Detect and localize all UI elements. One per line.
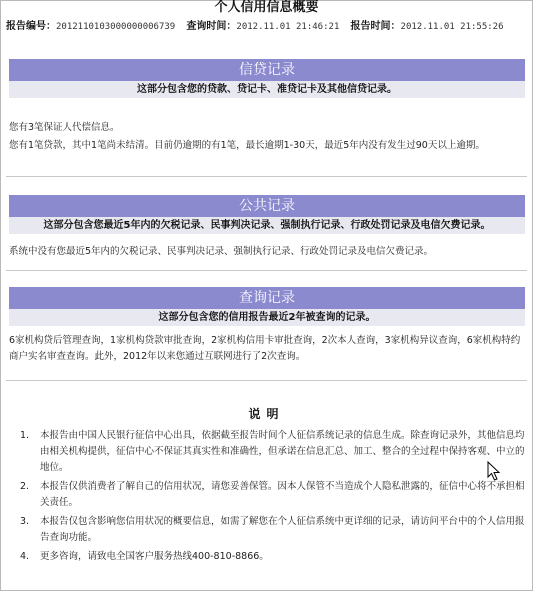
- notes-list: [20, 428, 530, 568]
- divider: [6, 380, 527, 381]
- note-number: 4.: [20, 551, 30, 562]
- mouse-pointer-icon: [487, 461, 501, 481]
- section-subhead-query: 这部分包含您的信用报告最近2年被查询的记录。: [9, 309, 525, 326]
- page-title: 个人信用信息概要: [214, 0, 319, 15]
- note-number: 2.: [20, 481, 30, 492]
- note-number: 1.: [20, 430, 30, 441]
- report-meta: [6, 20, 531, 34]
- credit-line-1: 您有3笔保证人代偿信息。: [9, 122, 120, 133]
- note-text: 本报告仅供消费者了解自己的信用状况，请您妥善保管。因本人保管不当造成个人隐私泄露的，征信中心将不承担相关责任。: [40, 481, 525, 508]
- note-item: [20, 479, 530, 511]
- section-band-query: 查询记录: [9, 287, 525, 309]
- credit-line-2: 您有1笔贷款，其中1笔尚未结清。目前仍逾期的有1笔，最长逾期1-30天，最近5年内没有发生过90天以上逾期。: [9, 140, 485, 151]
- report-no-label: 报告编号：: [6, 21, 56, 32]
- note-text: 本报告仅包含影响您信用状况的概要信息，如需了解您在个人征信系统中更详细的记录，请访问平台中的个人信用报告查询功能。: [40, 516, 525, 543]
- query-time-label: 查询时间：: [186, 21, 237, 32]
- divider: [6, 270, 527, 271]
- note-text: 本报告由中国人民银行征信中心出具，依据截至报告时间个人征信系统记录的信息生成。除查询记录外，其他信息均由相关机构提供，征信中心不保证其真实性和准确性，但承诺在信息汇总、加工、整合的全过程中保持客观、中立的地位。: [40, 430, 525, 473]
- note-item: [20, 428, 530, 476]
- public-line-1: 系统中没有您最近5年内的欠税记录、民事判决记录、强制执行记录、行政处罚记录及电信欠费记录。: [9, 246, 434, 257]
- section-band-public: 公共记录: [9, 195, 525, 217]
- section-subhead-public: 这部分包含您最近5年内的欠税记录、民事判决记录、强制执行记录、行政处罚记录及电信欠费记录。: [9, 217, 525, 234]
- note-text: 更多咨询，请致电全国客户服务热线400-810-8866。: [40, 551, 269, 562]
- section-subhead-credit: 这部分包含您的贷款、贷记卡、准贷记卡及其他信贷记录。: [9, 81, 525, 98]
- note-item: [20, 549, 530, 565]
- section-band-credit: 信贷记录: [9, 59, 525, 81]
- query-time-value: 2012.11.01 21:46:21: [236, 22, 340, 32]
- query-line-1: 6家机构贷后管理查询，1家机构贷款审批查询，2家机构信用卡审批查询，2次本人查询，3家机构异议查询，6家机构特约商户实名审查查询。此外，2012年以来您通过互联网进行了2次查询。: [9, 335, 521, 362]
- report-no-value: 2012110103000000006739: [56, 22, 176, 32]
- report-time-value: 2012.11.01 21:55:26: [400, 22, 504, 32]
- note-number: 3.: [20, 516, 30, 527]
- report-time-label: 报告时间：: [350, 21, 401, 32]
- divider: [6, 176, 527, 177]
- notes-title: 说明: [248, 407, 285, 421]
- note-item: [20, 514, 530, 546]
